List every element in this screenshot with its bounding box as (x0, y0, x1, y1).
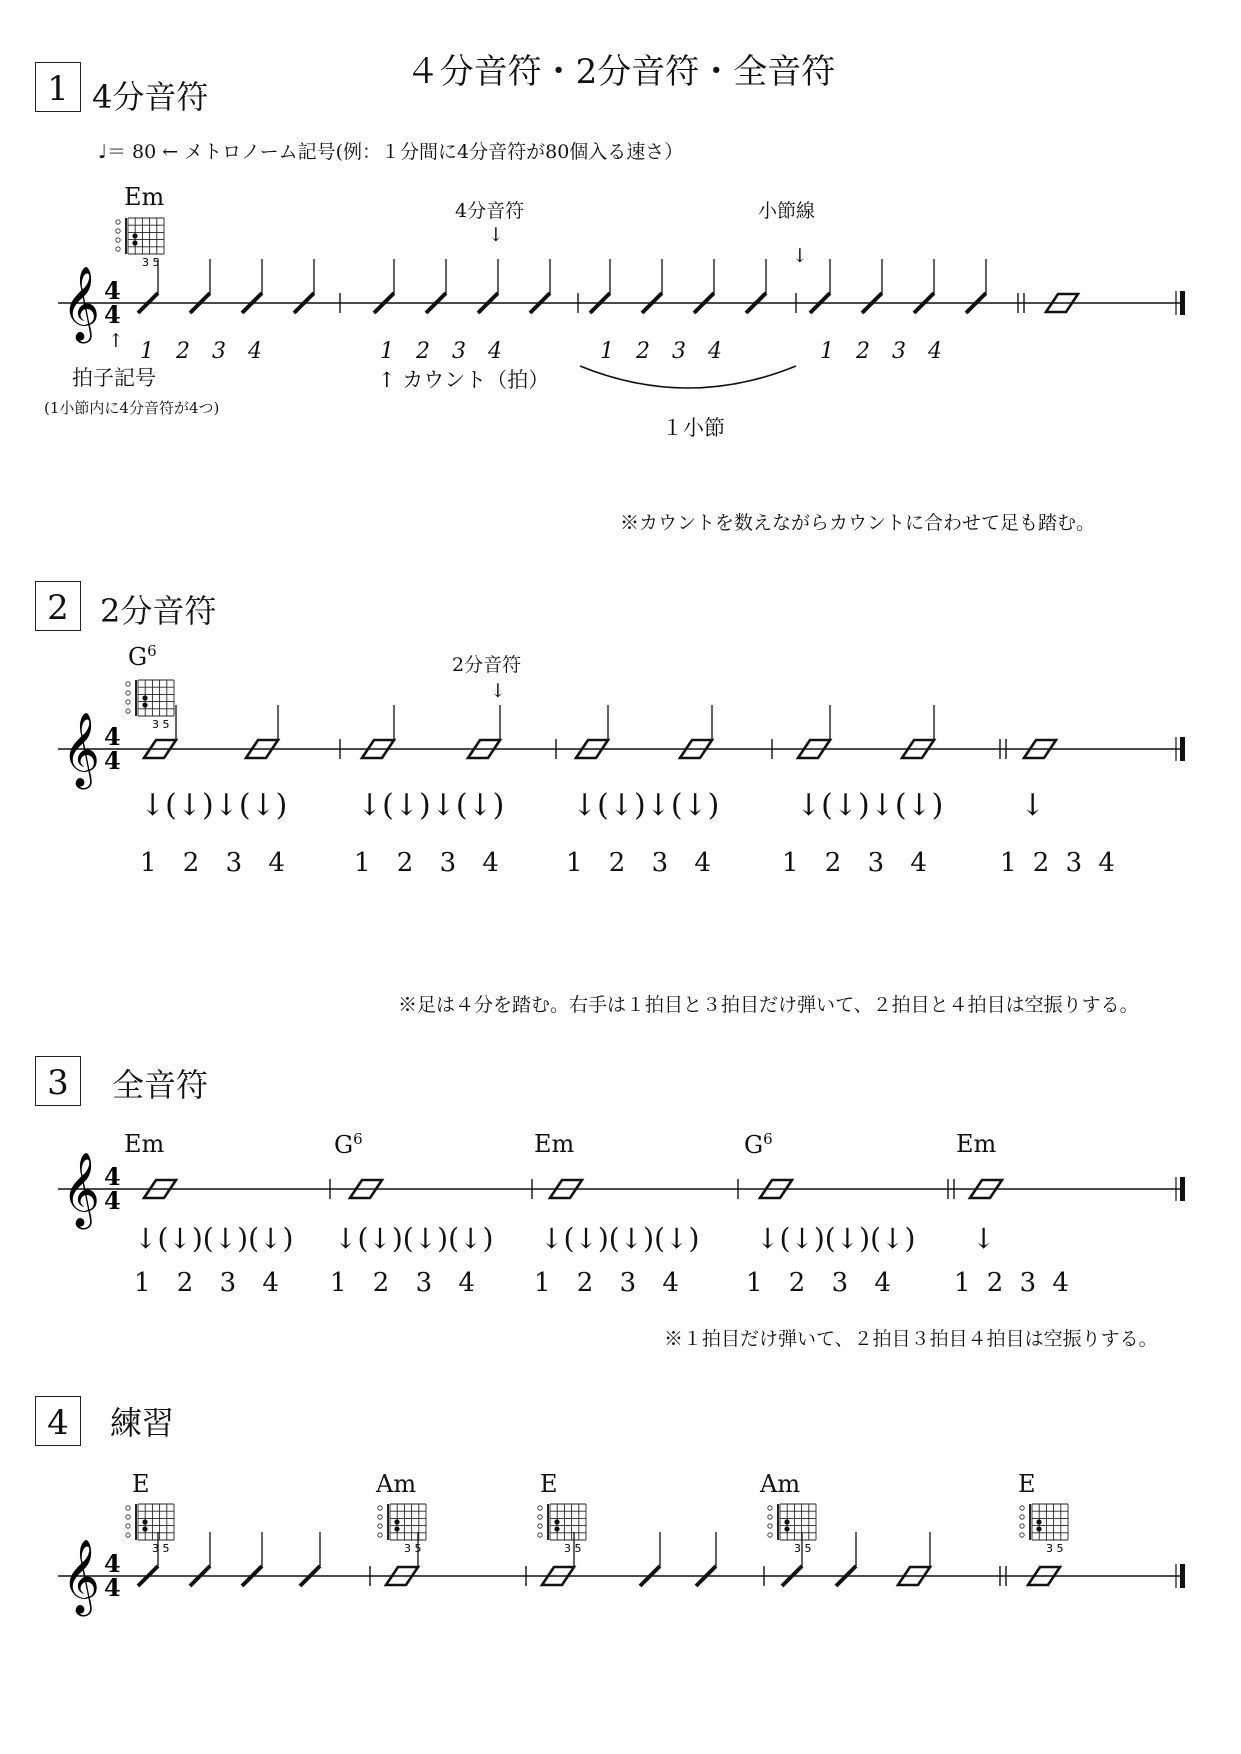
strum-pattern: ↓(↓)(↓)(↓) (134, 1222, 294, 1255)
open-string-marker (768, 1524, 772, 1528)
chord-name: Am (760, 1470, 801, 1498)
finger-dot (132, 233, 137, 238)
strum-pattern: ↓(↓)↓(↓) (572, 788, 720, 823)
open-string-marker (768, 1506, 772, 1510)
finger-dot (1036, 1519, 1041, 1524)
time-signature-bottom: 4 (104, 1186, 121, 1215)
strum-pattern: ↓(↓)(↓)(↓) (334, 1222, 494, 1255)
chord-name: $G^6$ (128, 642, 157, 671)
treble-clef-icon: 𝄞 (62, 1540, 100, 1614)
open-string-marker (126, 682, 130, 686)
finger-dot (394, 1526, 399, 1531)
chord-name: E (1018, 1470, 1036, 1498)
fret-number-label: 3 5 (1046, 1542, 1064, 1555)
open-string-marker (126, 700, 130, 704)
open-string-marker (768, 1515, 772, 1519)
open-string-marker (116, 220, 120, 224)
open-string-marker (1020, 1524, 1024, 1528)
treble-clef-icon: 𝄞 (62, 713, 100, 787)
open-string-marker (378, 1524, 382, 1528)
treble-clef-icon: 𝄞 (62, 1153, 100, 1227)
open-string-marker (1020, 1506, 1024, 1510)
count-row-3: 1 2 3 4 (600, 339, 723, 364)
quarter-note-label: 4分音符 (455, 200, 525, 222)
chord-name: $G^6$ (334, 1130, 363, 1159)
chord-name: Em (124, 183, 165, 211)
count-row: 1 2 3 4 (330, 1268, 475, 1298)
open-string-marker (538, 1515, 542, 1519)
half-note-label: 2分音符 (452, 654, 522, 676)
count-row: 1 2 3 4 (1000, 848, 1115, 878)
strum-pattern: ↓(↓)↓(↓) (357, 788, 505, 823)
final-barline (1180, 737, 1185, 761)
count-row: 1 2 3 4 (954, 1268, 1069, 1298)
time-signature-label: 拍子記号 (72, 366, 156, 390)
open-string-marker (116, 229, 120, 233)
section-heading-2: 2分音符 (100, 592, 217, 630)
chord-name: E (132, 1470, 150, 1498)
treble-clef-icon: 𝄞 (62, 267, 100, 341)
finger-dot (142, 1526, 147, 1531)
time-signature-note: (1小節内に4分音符が4つ) (44, 399, 220, 417)
section-2-note: ※足は４分を踏む。右手は１拍目と３拍目だけ弾いて、２拍目と４拍目は空振りする。 (398, 994, 1139, 1016)
section-number-3: 3 (35, 1056, 81, 1106)
chord-nut (777, 1504, 779, 1540)
section-number-2: 2 (35, 581, 81, 631)
strum-pattern: ↓(↓)↓(↓) (140, 788, 288, 823)
open-string-marker (1020, 1533, 1024, 1537)
open-string-marker (768, 1533, 772, 1537)
chord-nut (135, 680, 137, 716)
time-signature-top: 4 (104, 722, 121, 751)
finger-dot (142, 702, 147, 707)
chord-name: Em (956, 1130, 997, 1158)
count-row: 1 2 3 4 (566, 848, 711, 878)
open-string-marker (538, 1506, 542, 1510)
fret-number-label: 3 5 (142, 256, 160, 269)
open-string-marker (116, 247, 120, 251)
finger-dot (394, 1519, 399, 1524)
time-signature-bottom: 4 (104, 1573, 121, 1602)
chord-name: $G^6$ (744, 1130, 773, 1159)
chord-name: Em (534, 1130, 575, 1158)
time-signature-top: 4 (104, 1549, 121, 1578)
final-barline (1180, 1564, 1185, 1588)
strum-pattern: ↓(↓)(↓)(↓) (540, 1222, 700, 1255)
fret-number-label: 3 5 (152, 1542, 170, 1555)
fret-number-label: 3 5 (152, 718, 170, 731)
count-row: 1 2 3 4 (354, 848, 499, 878)
open-string-marker (116, 238, 120, 242)
strum-pattern: ↓(↓)↓(↓) (796, 788, 944, 823)
metronome-mark: ♩＝ 80 ← メトロノーム記号(例：１分間に4分音符が80個入る速さ） (98, 141, 684, 163)
count-row: 1 2 3 4 (782, 848, 927, 878)
chord-name: E (540, 1470, 558, 1498)
time-signature-top: 4 (104, 276, 121, 305)
open-string-marker (126, 691, 130, 695)
measure-bracket (580, 366, 796, 388)
finger-dot (142, 1519, 147, 1524)
count-row-4: 1 2 3 4 (820, 339, 943, 364)
open-string-marker (1020, 1515, 1024, 1519)
page-title: ４分音符・2分音符・全音符 (405, 52, 836, 92)
finger-dot (784, 1519, 789, 1524)
chord-name: Em (124, 1130, 165, 1158)
count-label: ↑ カウント（拍） (378, 368, 550, 392)
count-row-1: 1 2 3 4 (140, 339, 263, 364)
strum-pattern: ↓(↓)(↓)(↓) (756, 1222, 916, 1255)
arrow-down-icon: ↓ (488, 224, 504, 246)
section-number-1: 1 (35, 62, 81, 112)
time-signature-bottom: 4 (104, 300, 121, 329)
finger-dot (554, 1519, 559, 1524)
time-signature-bottom: 4 (104, 746, 121, 775)
arrow-down-icon: ↓ (792, 245, 808, 267)
final-barline (1180, 1177, 1185, 1201)
time-signature-top: 4 (104, 1162, 121, 1191)
count-row: 1 2 3 4 (140, 848, 285, 878)
arrow-down-icon: ↓ (490, 680, 506, 702)
final-barline (1180, 291, 1185, 315)
count-row: 1 2 3 4 (746, 1268, 891, 1298)
open-string-marker (378, 1533, 382, 1537)
fret-number-label: 3 5 (564, 1542, 582, 1555)
section-3-note: ※１拍目だけ弾いて、２拍目３拍目４拍目は空振りする。 (664, 1328, 1158, 1350)
strum-pattern: ↓ (1020, 788, 1046, 823)
strum-pattern: ↓ (972, 1222, 996, 1255)
open-string-marker (538, 1524, 542, 1528)
fret-number-label: 3 5 (794, 1542, 812, 1555)
open-string-marker (126, 1506, 130, 1510)
count-row-2: 1 2 3 4 (380, 339, 503, 364)
section-heading-3: 全音符 (112, 1066, 209, 1104)
chord-nut (387, 1504, 389, 1540)
arrow-up-icon: ↑ (108, 330, 124, 352)
open-string-marker (126, 709, 130, 713)
open-string-marker (378, 1515, 382, 1519)
finger-dot (554, 1526, 559, 1531)
open-string-marker (538, 1533, 542, 1537)
section-heading-1: 4分音符 (92, 78, 209, 116)
section-1-note: ※カウントを数えながらカウントに合わせて足も踏む。 (620, 512, 1096, 534)
section-heading-4: 練習 (110, 1404, 175, 1442)
barline-label: 小節線 (758, 200, 816, 222)
chord-nut (135, 1504, 137, 1540)
finger-dot (784, 1526, 789, 1531)
chord-nut (125, 218, 127, 254)
section-number-4: 4 (35, 1396, 81, 1446)
open-string-marker (126, 1524, 130, 1528)
count-row: 1 2 3 4 (134, 1268, 279, 1298)
finger-dot (142, 695, 147, 700)
finger-dot (1036, 1526, 1041, 1531)
open-string-marker (126, 1515, 130, 1519)
fret-number-label: 3 5 (404, 1542, 422, 1555)
finger-dot (132, 240, 137, 245)
measure-label: １小節 (662, 416, 725, 440)
chord-name: Am (376, 1470, 417, 1498)
chord-nut (1029, 1504, 1031, 1540)
count-row: 1 2 3 4 (534, 1268, 679, 1298)
chord-nut (547, 1504, 549, 1540)
open-string-marker (378, 1506, 382, 1510)
open-string-marker (126, 1533, 130, 1537)
